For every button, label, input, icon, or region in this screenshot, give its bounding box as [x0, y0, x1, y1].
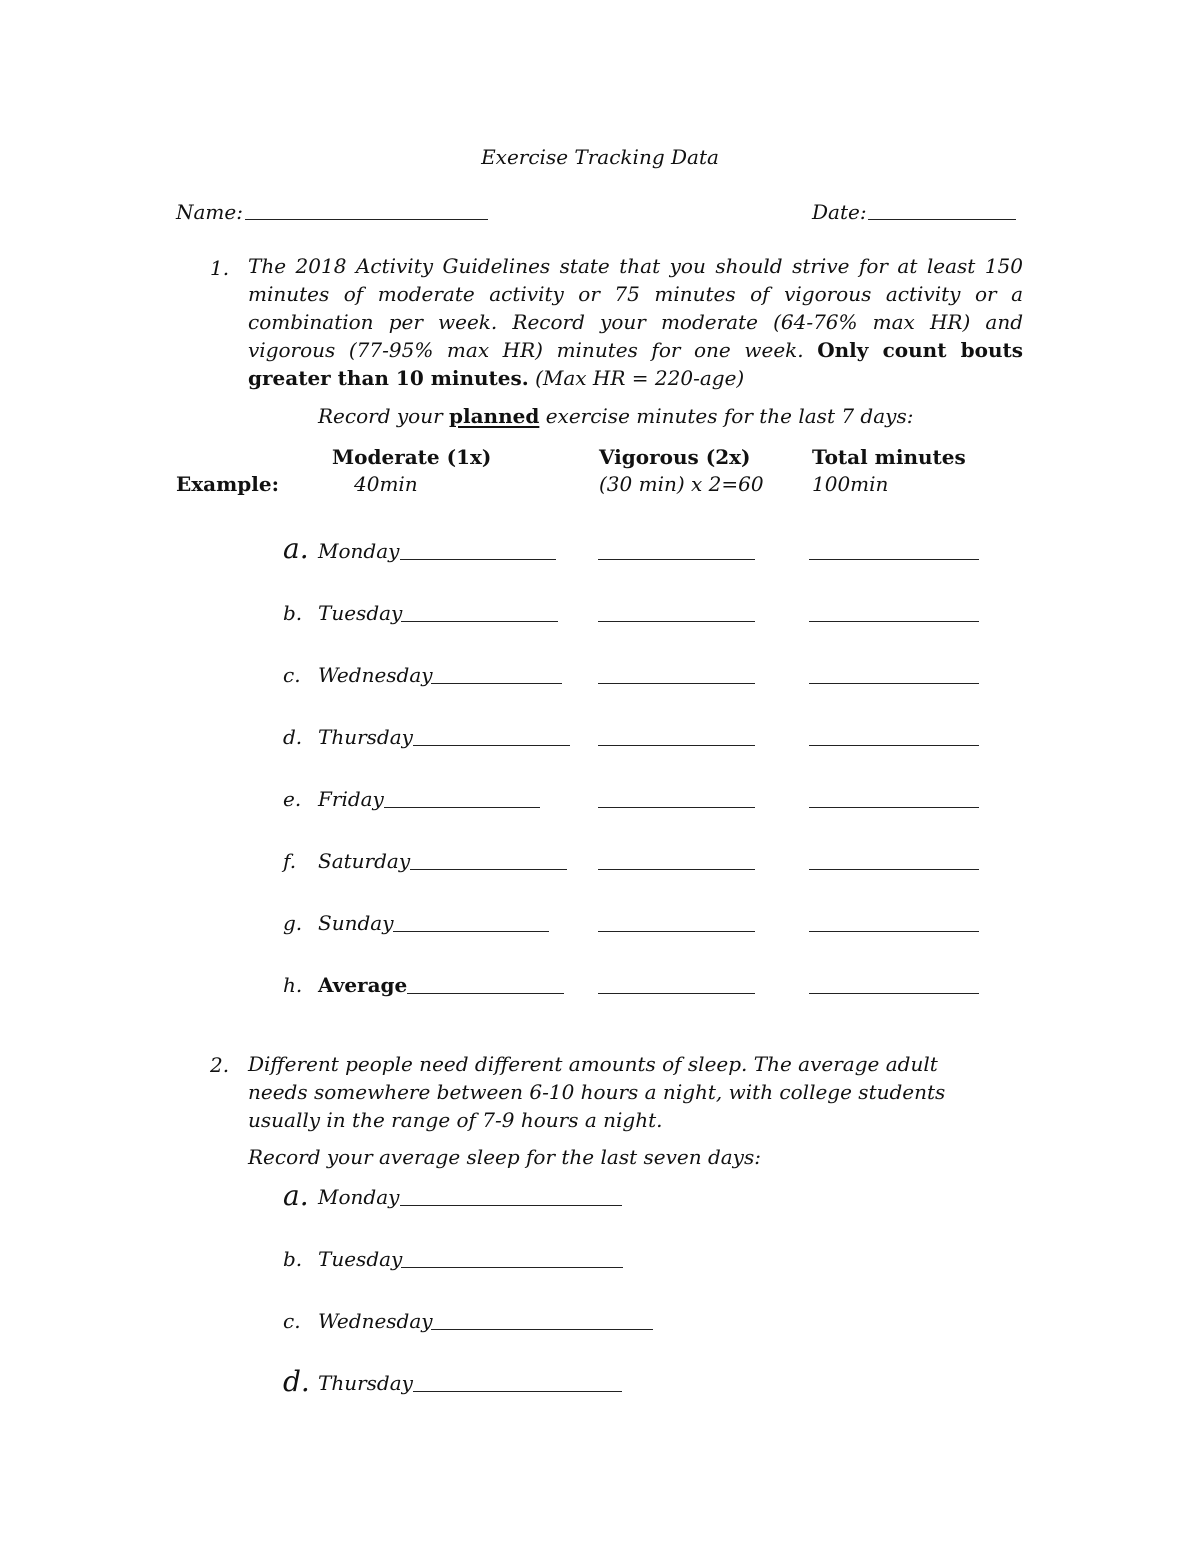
sleep-row-letter: a.	[283, 1179, 309, 1212]
sleep-row-label: Monday	[318, 1185, 400, 1209]
sleep-field-thursday[interactable]	[413, 1391, 622, 1392]
q1-number: 1.	[210, 256, 230, 280]
exercise-row-letter: f.	[283, 849, 297, 873]
page-title: Exercise Tracking Data	[481, 145, 719, 169]
exercise-row-label: Friday	[318, 787, 384, 811]
vigorous-field-monday[interactable]	[598, 559, 755, 560]
vigorous-field-average[interactable]	[598, 993, 755, 994]
col-moderate: Moderate (1x)	[332, 445, 492, 469]
record-text-end: exercise minutes for the last 7 days:	[539, 404, 914, 428]
total-field-saturday[interactable]	[809, 869, 979, 870]
exercise-row-letter: h.	[283, 973, 303, 997]
sleep-row-letter: d.	[283, 1365, 310, 1398]
q2-record-instruction: Record your average sleep for the last seven days:	[248, 1145, 761, 1169]
example-vigorous: (30 min) x 2=60	[599, 472, 764, 496]
moderate-field-average[interactable]	[407, 993, 564, 994]
total-field-wednesday[interactable]	[809, 683, 979, 684]
exercise-row-letter: a.	[283, 532, 309, 565]
col-vigorous: Vigorous (2x)	[599, 445, 751, 469]
sleep-field-monday[interactable]	[400, 1205, 622, 1206]
vigorous-field-tuesday[interactable]	[598, 621, 755, 622]
vigorous-field-wednesday[interactable]	[598, 683, 755, 684]
date-field[interactable]	[868, 219, 1016, 220]
exercise-row-label: Wednesday	[318, 663, 433, 687]
exercise-row-label: Saturday	[318, 849, 411, 873]
sleep-row-letter: c.	[283, 1309, 301, 1333]
name-label: Name:	[176, 200, 243, 224]
exercise-row-label: Tuesday	[318, 601, 403, 625]
exercise-row-label: Sunday	[318, 911, 394, 935]
exercise-row-letter: c.	[283, 663, 301, 687]
total-field-average[interactable]	[809, 993, 979, 994]
q1-paragraph	[248, 252, 1023, 392]
sleep-field-wednesday[interactable]	[431, 1329, 653, 1330]
q2-text: Different people need different amounts of sleep. The average adult needs somewhere between 6-10 hours a night, with college students usually in the range of 7-9 hours a night.	[248, 1052, 946, 1132]
moderate-field-wednesday[interactable]	[431, 683, 562, 684]
vigorous-field-friday[interactable]	[598, 807, 755, 808]
exercise-row-label: Average	[318, 973, 408, 997]
q2-number: 2.	[210, 1053, 230, 1077]
planned-emphasis: planned	[449, 404, 540, 428]
exercise-row-label: Thursday	[318, 725, 413, 749]
sleep-row-letter: b.	[283, 1247, 303, 1271]
example-label: Example:	[176, 472, 279, 496]
moderate-field-sunday[interactable]	[393, 931, 549, 932]
total-field-monday[interactable]	[809, 559, 979, 560]
exercise-row-letter: b.	[283, 601, 303, 625]
moderate-field-friday[interactable]	[384, 807, 540, 808]
col-total: Total minutes	[812, 445, 966, 469]
exercise-row-letter: g.	[283, 911, 303, 935]
q1-bold-text: Only count bouts greater than 10 minutes.	[248, 338, 1023, 390]
total-field-sunday[interactable]	[809, 931, 979, 932]
date-label: Date:	[812, 200, 867, 224]
sleep-field-tuesday[interactable]	[401, 1267, 623, 1268]
sleep-row-label: Wednesday	[318, 1309, 433, 1333]
sleep-row-label: Thursday	[318, 1371, 413, 1395]
vigorous-field-thursday[interactable]	[598, 745, 755, 746]
moderate-field-saturday[interactable]	[410, 869, 567, 870]
total-field-tuesday[interactable]	[809, 621, 979, 622]
exercise-row-letter: e.	[283, 787, 302, 811]
record-text: Record your	[318, 404, 449, 428]
total-field-friday[interactable]	[809, 807, 979, 808]
q1-max-hr: (Max HR = 220-age)	[528, 366, 745, 390]
moderate-field-monday[interactable]	[400, 559, 556, 560]
example-moderate: 40min	[354, 472, 418, 496]
exercise-row-letter: d.	[283, 725, 303, 749]
q1-text: The 2018 Activity Guidelines state that you should strive for at least 150 minutes of moderate activity or 75 minutes of vigorous activity or a combination per week. Record your moderate (64-76% max HR) and vigorous (77-95% max HR) minutes for one week.	[248, 254, 1023, 362]
exercise-row-label: Monday	[318, 539, 400, 563]
total-field-thursday[interactable]	[809, 745, 979, 746]
name-field[interactable]	[245, 219, 488, 220]
moderate-field-tuesday[interactable]	[401, 621, 558, 622]
vigorous-field-saturday[interactable]	[598, 869, 755, 870]
q1-record-instruction	[318, 406, 913, 426]
sleep-row-label: Tuesday	[318, 1247, 403, 1271]
example-total: 100min	[812, 472, 889, 496]
moderate-field-thursday[interactable]	[413, 745, 570, 746]
vigorous-field-sunday[interactable]	[598, 931, 755, 932]
